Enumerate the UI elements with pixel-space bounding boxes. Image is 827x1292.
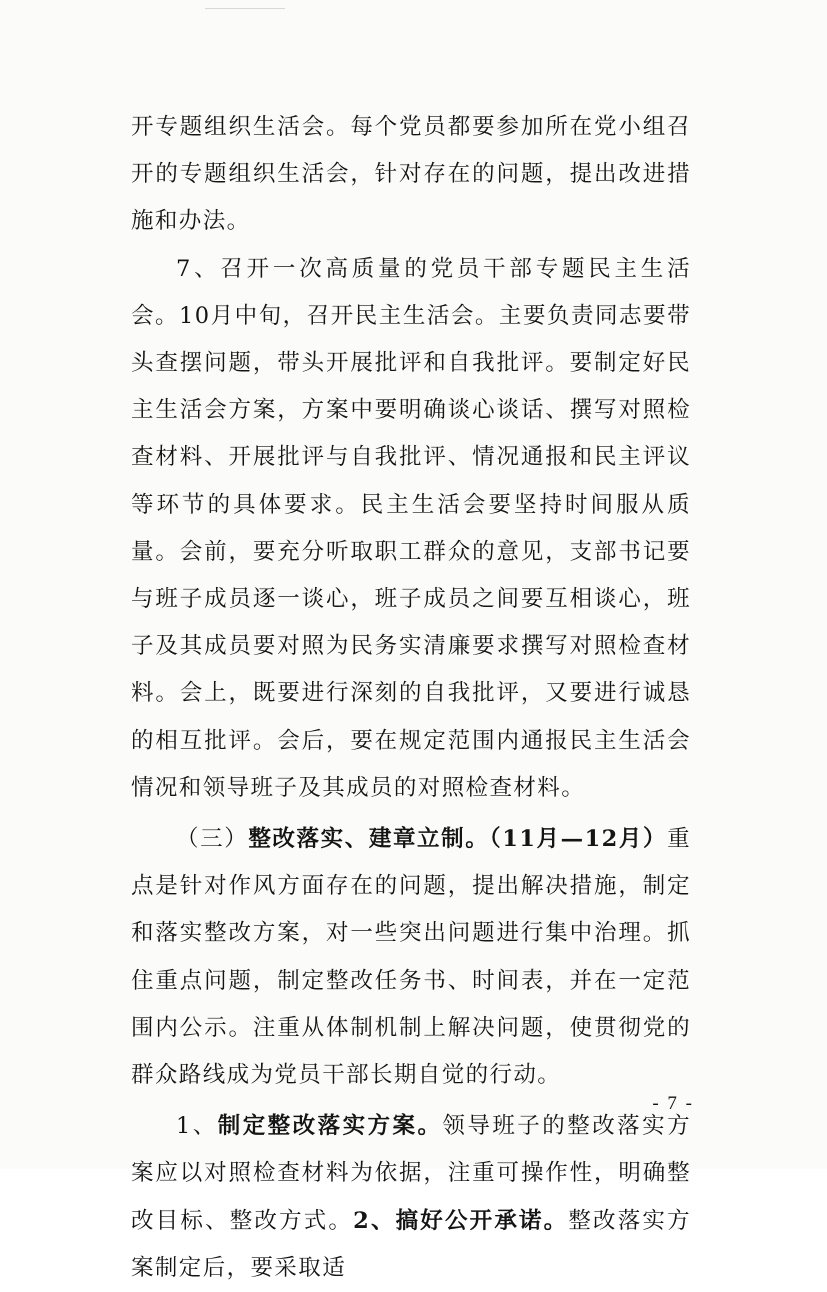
- text-run: 重点是针对作风方面存在的问题，提出解决措施，制定和落实整改方案，对一些突出问题进行集中治理。抓住重点问题，制定整改任务书、时间表，并在一定范围内公示。注重从体制机制上解决问题，使贯彻党的群众路线成为党员干部长期自觉的行动。: [131, 826, 691, 1089]
- paragraph: [131, 1103, 691, 1292]
- paragraph: [131, 104, 691, 246]
- text-run: 1、: [176, 1113, 218, 1140]
- text-run: 整改落实方案制定后，要采取适: [131, 1207, 691, 1281]
- text-run: （三）: [176, 826, 249, 853]
- paragraph: [131, 246, 691, 812]
- page-number: - 7 -: [652, 1093, 694, 1114]
- text-run: 领导班子的整改落实方案应以对照检查材料为依据，注重可操作性，明确整改目标、整改方式。: [131, 1113, 691, 1234]
- text-run: 开专题组织生活会。每个党员都要参加所在党小组召开的专题组织生活会，针对存在的问题，提出改进措施和办法。: [131, 114, 691, 235]
- bold-heading: 制定整改落实方案。: [217, 1113, 443, 1140]
- bold-heading: 整改落实、建章立制。: [248, 826, 490, 853]
- body-text: [131, 104, 691, 1292]
- text-run: 7、召开一次高质量的党员干部专题民主生活会。10月中旬，召开民主生活会。主要负责同志要带头查摆问题，带头开展批评和自我批评。要制定好民主生活会方案，方案中要明确谈心谈话、撰写对照检查材料、开展批评与自我批评、情况通报和民主评议等环节的具体要求。民主生活会要坚持时间服从质量。会前，要充分听取职工群众的意见，支部书记要与班子成员逐一谈心，班子成员之间要互相谈心，班子及其成员要对照为民务实清廉要求撰写对照检查材料。会上，既要进行深刻的自我批评，又要进行诚恳的相互批评。会后，要在规定范围内通报民主生活会情况和领导班子及其成员的对照检查材料。: [131, 255, 691, 801]
- bold-heading: 2、搞好公开承诺。: [353, 1207, 569, 1234]
- bold-heading: （11月—12月）: [489, 826, 668, 853]
- scan-artifact: [205, 8, 285, 9]
- paragraph: [131, 816, 691, 1099]
